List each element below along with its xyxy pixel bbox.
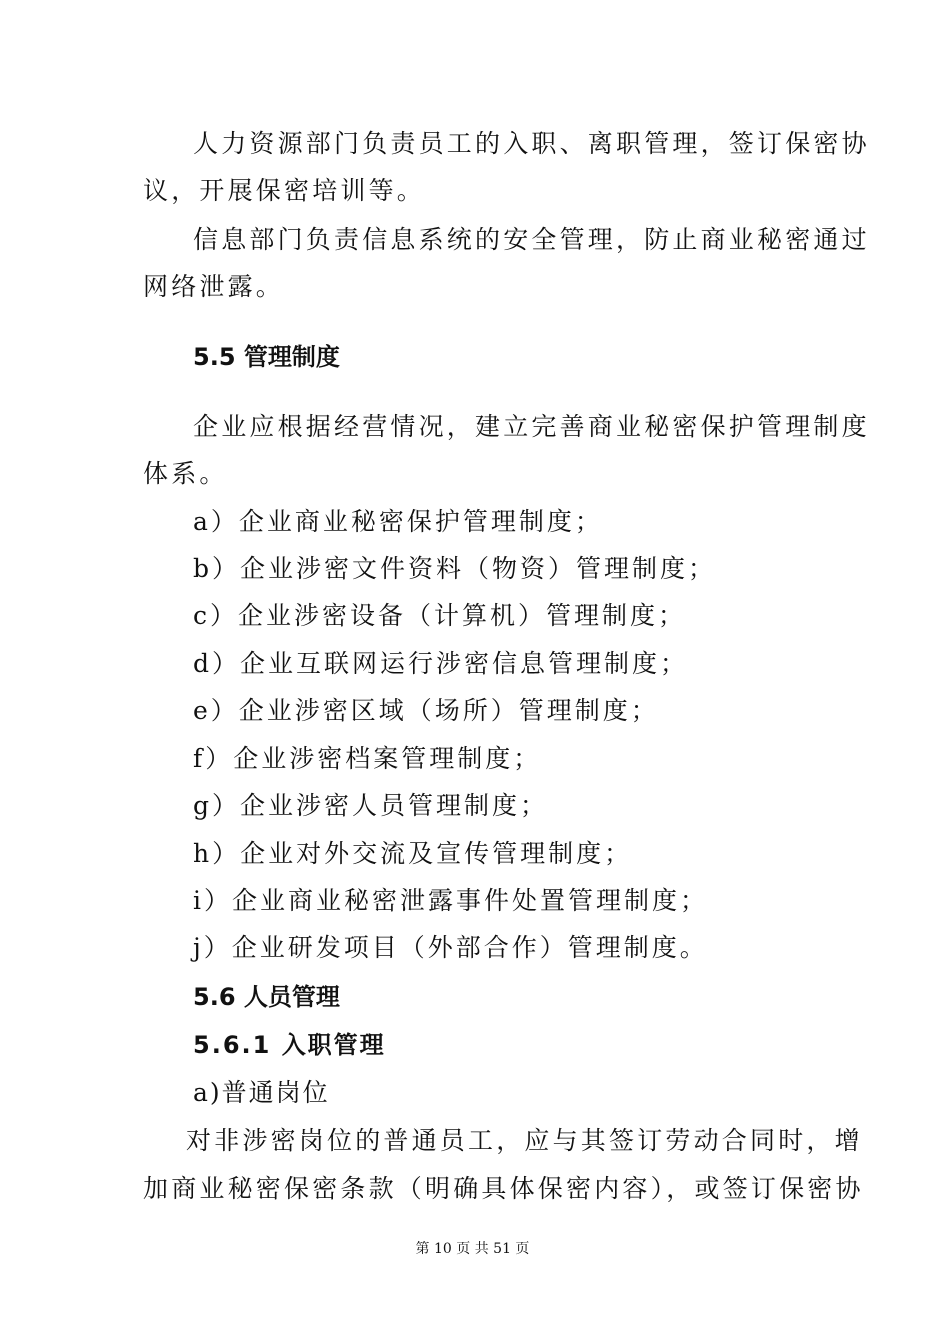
list-item: j）企业研发项目（外部合作）管理制度。 [193,933,708,962]
page-number-footer: 第 10 页 共 51 页 [415,1241,530,1257]
list-item: f）企业涉密档案管理制度； [193,744,542,773]
paragraph-hr-line1: 人力资源部门负责员工的入职、离职管理，签订保密协 [193,129,870,158]
paragraph-staff-line1: 对非涉密岗位的普通员工，应与其签订劳动合同时，增 [186,1126,863,1155]
list-item: e）企业涉密区域（场所）管理制度； [193,696,659,725]
sub-heading-general-position: a)普通岗位 [193,1078,330,1107]
paragraph-staff-line2: 加商业秘密保密条款（明确具体保密内容），或签订保密协 [143,1174,864,1203]
paragraph-system-line2: 体系。 [143,459,228,488]
list-item: h）企业对外交流及宣传管理制度； [193,839,633,868]
paragraph-hr-line2: 议，开展保密培训等。 [143,176,426,205]
list-item: c）企业涉密设备（计算机）管理制度； [193,601,687,630]
list-item: i）企业商业秘密泄露事件处置管理制度； [193,886,708,915]
paragraph-it-line1: 信息部门负责信息系统的安全管理，防止商业秘密通过 [193,225,870,254]
list-item: d）企业互联网运行涉密信息管理制度； [193,649,689,678]
section-heading-5-6: 5.6 人员管理 [193,983,340,1011]
list-item: a）企业商业秘密保护管理制度； [193,507,603,536]
paragraph-it-line2: 网络泄露。 [143,272,285,301]
paragraph-system-line1: 企业应根据经营情况，建立完善商业秘密保护管理制度 [193,412,870,441]
list-item: b）企业涉密文件资料（物资）管理制度； [193,554,717,583]
section-heading-5-6-1: 5.6.1 入职管理 [193,1031,386,1059]
section-heading-5-5: 5.5 管理制度 [193,343,340,371]
list-item: g）企业涉密人员管理制度； [193,791,549,820]
